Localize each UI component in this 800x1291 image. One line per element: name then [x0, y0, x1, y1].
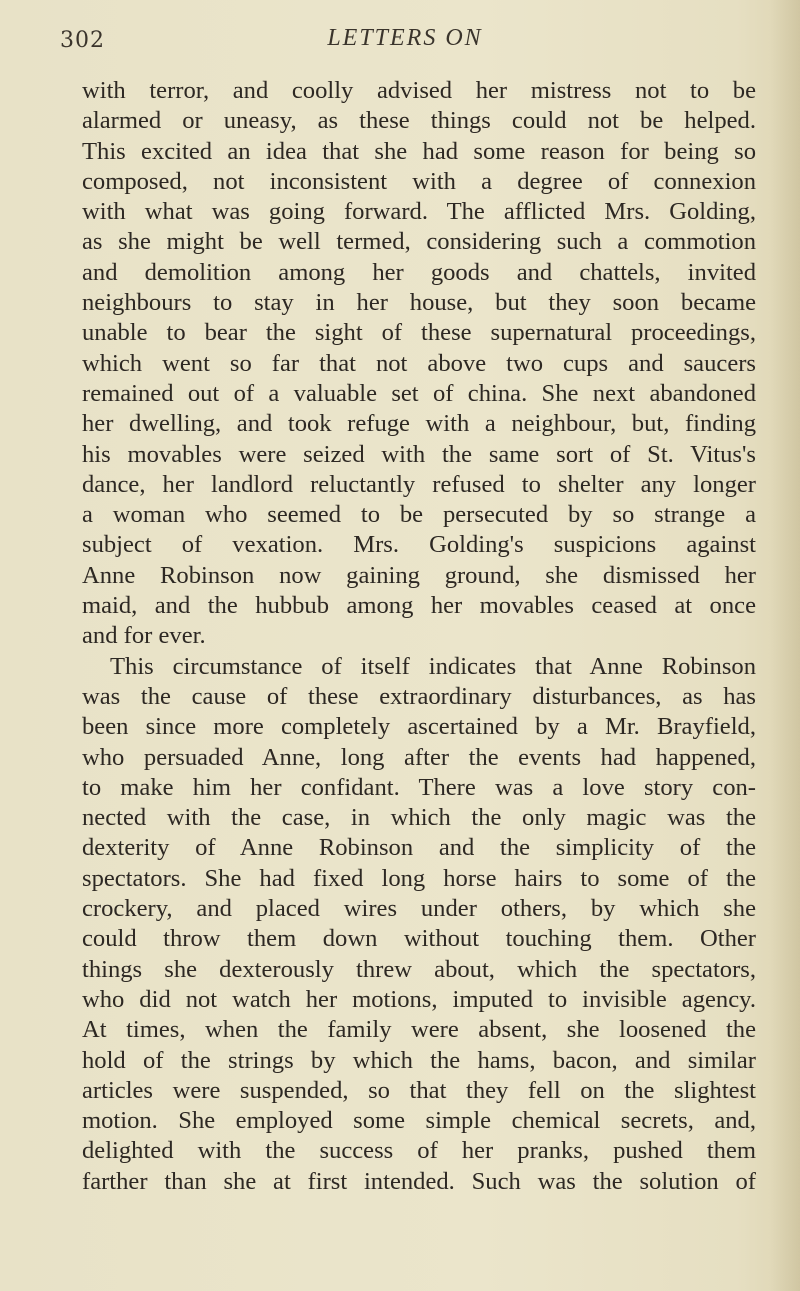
text-line: dexterity of Anne Robinson and the simplicity of the: [82, 834, 756, 862]
text-line: farther than she at first intended. Such was the solution of: [82, 1167, 756, 1195]
text-line: been since more completely ascertained by a Mr. Brayfield,: [82, 713, 756, 741]
running-head: LETTERS ON: [327, 25, 483, 51]
body-text: [82, 76, 756, 1197]
text-line: and demolition among her goods and chattels, invited: [82, 258, 756, 286]
text-line: a woman who seemed to be persecuted by so strange a: [82, 501, 756, 529]
text-line: This excited an idea that she had some reason for being so: [82, 137, 756, 165]
paragraph: [82, 652, 756, 1197]
text-line: Anne Robinson now gaining ground, she dismissed her: [82, 561, 756, 589]
text-line: nected with the case, in which the only magic was the: [82, 804, 756, 832]
text-line: spectators. She had fixed long horse hairs to some of the: [82, 864, 756, 892]
text-line: to make him her confidant. There was a love story con-: [82, 773, 756, 801]
text-line: her dwelling, and took refuge with a neighbour, but, finding: [82, 410, 756, 438]
text-line: which went so far that not above two cups and saucers: [82, 349, 756, 377]
text-line: maid, and the hubbub among her movables ceased at once: [82, 592, 756, 620]
text-line: delighted with the success of her pranks, pushed them: [82, 1137, 756, 1165]
text-line: remained out of a valuable set of china. She next abandoned: [82, 379, 756, 407]
text-line: with terror, and coolly advised her mistress not to be: [82, 77, 756, 104]
page-number: 302: [60, 28, 105, 53]
text-line: as she might be well termed, considering such a commotion: [82, 228, 756, 256]
text-line: neighbours to stay in her house, but they soon became: [82, 289, 756, 317]
text-line: and for ever.: [82, 622, 206, 650]
page-gutter-shadow: [770, 0, 800, 1291]
text-line: could throw them down without touching them. Other: [82, 925, 756, 953]
text-line: composed, not inconsistent with a degree of connexion: [82, 167, 756, 195]
text-line: articles were suspended, so that they fell on the slightest: [82, 1076, 756, 1104]
text-line: hold of the strings by which the hams, bacon, and similar: [82, 1046, 756, 1074]
text-line: was the cause of these extraordinary disturbances, as has: [82, 682, 756, 710]
text-line: who did not watch her motions, imputed to invisible agency.: [82, 985, 756, 1013]
text-line: alarmed or uneasy, as these things could not be helped.: [82, 107, 756, 135]
text-line: subject of vexation. Mrs. Golding's suspicions against: [82, 531, 756, 559]
text-line: his movables were seized with the same sort of St. Vitus's: [82, 440, 756, 468]
page-header: [60, 22, 750, 62]
text-line: This circumstance of itself indicates that Anne Robinson: [110, 652, 756, 680]
paragraph: [82, 76, 756, 652]
text-line: crockery, and placed wires under others, by which she: [82, 895, 756, 923]
text-line: motion. She employed some simple chemical secrets, and,: [82, 1107, 756, 1135]
text-line: things she dexterously threw about, which the spectators,: [82, 955, 756, 983]
text-line: with what was going forward. The afflicted Mrs. Golding,: [82, 198, 756, 226]
text-line: dance, her landlord reluctantly refused to shelter any longer: [82, 470, 756, 498]
text-line: who persuaded Anne, long after the events had happened,: [82, 743, 756, 771]
text-line: At times, when the family were absent, she loosened the: [82, 1016, 756, 1044]
text-line: unable to bear the sight of these supernatural proceedings,: [82, 319, 756, 347]
